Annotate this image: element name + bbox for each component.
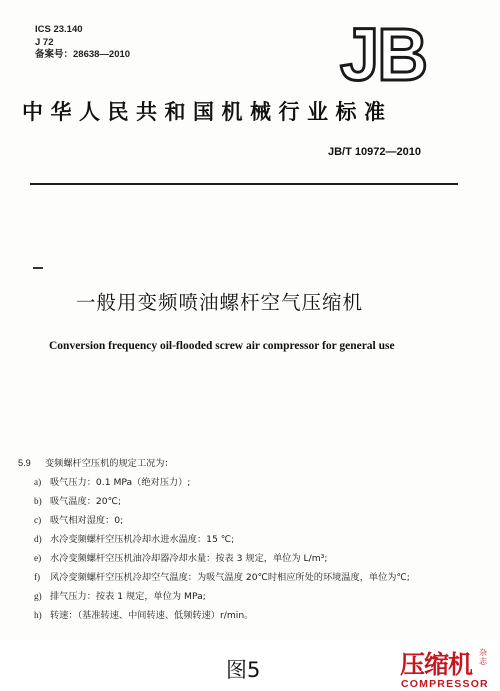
item-letter: h): [34, 610, 42, 620]
header-divider: [30, 183, 458, 185]
item-text: 风冷变频螺杆空压机冷却空气温度：为吸气温度 20℃时相应所处的环境温度，单位为℃;: [50, 572, 410, 583]
english-title: Conversion frequency oil-flooded screw air compressor for general use: [49, 340, 395, 352]
ics-code: ICS 23.140: [35, 24, 83, 35]
record-number: 备案号：28638—2010: [35, 49, 131, 60]
item-text: 吸气压力：0.1 MPa（绝对压力）;: [50, 477, 191, 488]
clause-heading: [18, 455, 488, 474]
country-standard-title: 中华人民共和国机械行业标准: [22, 100, 393, 124]
classification-block: [35, 24, 130, 62]
list-item: [18, 493, 488, 512]
dash-mark: [33, 267, 43, 269]
class-code: J 72: [35, 36, 54, 48]
item-text: 吸气温度：20℃;: [50, 496, 122, 507]
item-letter: e): [34, 553, 42, 563]
item-letter: g): [34, 591, 42, 601]
list-item: [18, 531, 488, 550]
list-item: [18, 588, 488, 607]
item-letter: c): [34, 515, 42, 525]
list-item: [18, 512, 488, 531]
list-item: [18, 474, 488, 493]
compressor-magazine-watermark: [400, 645, 496, 691]
brand-magazine-label: 杂志: [479, 648, 487, 666]
standard-number: JB/T 10972—2010: [328, 146, 421, 158]
list-item: [18, 569, 488, 588]
item-text: 吸气相对湿度：0;: [50, 515, 124, 526]
item-text: 排气压力：按表 1 规定，单位为 MPa;: [50, 591, 206, 602]
chinese-title: 一般用变频喷油螺杆空气压缩机: [76, 291, 364, 314]
item-letter: a): [34, 477, 42, 487]
jb-logo: JB: [340, 13, 427, 96]
clause-number: 5.9: [18, 458, 31, 468]
list-item: [18, 607, 488, 626]
brand-name-cn: 压缩机: [400, 650, 473, 679]
clause-heading-text: 变频螺杆空压机的规定工况为：: [45, 458, 174, 469]
clause-5-9: [18, 455, 488, 626]
item-text: 转速：（基准转速、中间转速、低频转速）r/min。: [50, 610, 254, 621]
item-text: 水冷变频螺杆空压机油冷却器冷却水量：按表 3 规定，单位为 L/m³;: [50, 553, 328, 564]
figure-caption: 图5: [226, 658, 261, 682]
item-letter: f): [34, 572, 41, 582]
brand-name-en: COMPRESSOR: [401, 678, 489, 690]
item-letter: b): [34, 496, 42, 506]
list-item: [18, 550, 488, 569]
item-text: 水冷变频螺杆空压机冷却水进水温度：15 ℃;: [50, 534, 235, 545]
item-letter: d): [34, 534, 42, 544]
